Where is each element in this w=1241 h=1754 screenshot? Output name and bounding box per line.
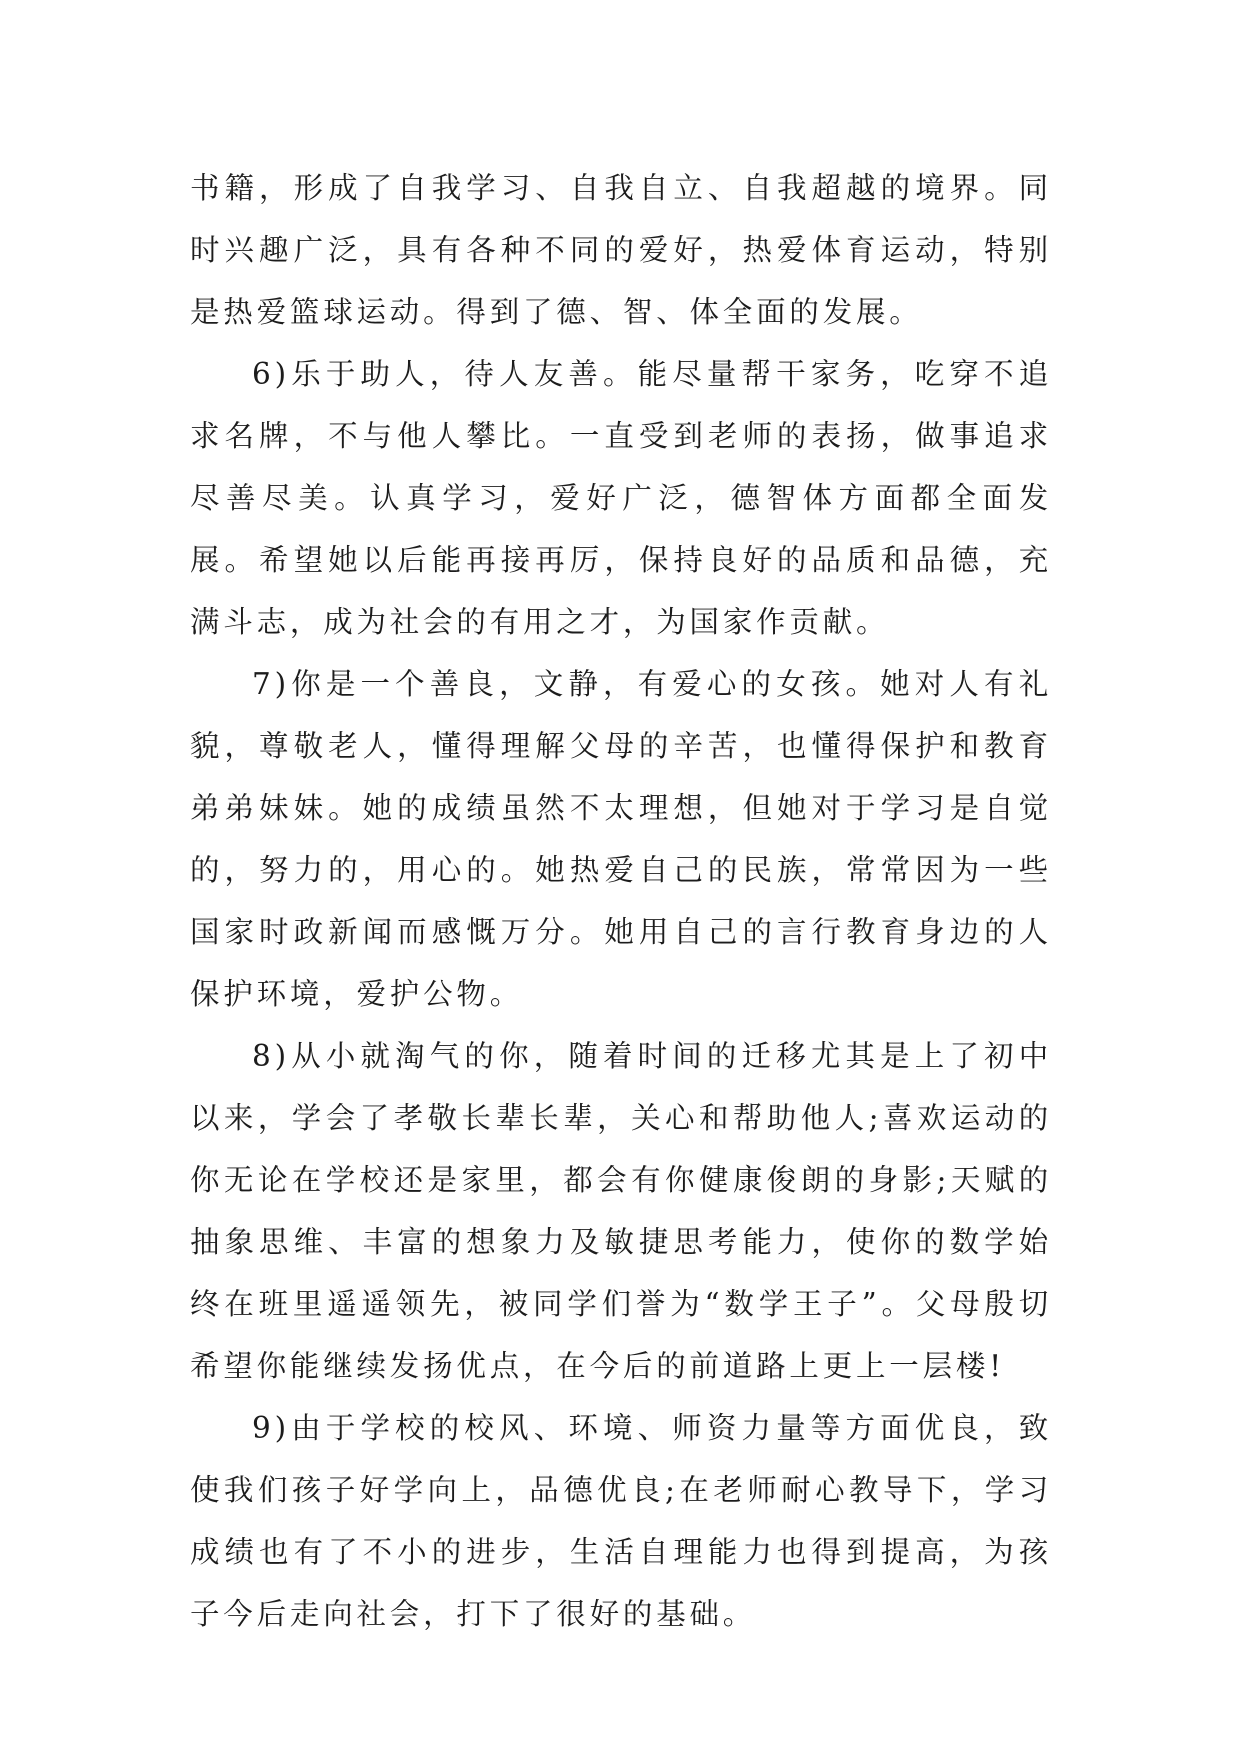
paragraph-item-8: 8)从小就淘气的你，随着时间的迁移尤其是上了初中以来，学会了孝敬长辈长辈，关心和帮助他人;喜欢运动的你无论在学校还是家里，都会有你健康俊朗的身影;天赋的抽象思维、丰富的想象力及敏捷思考能力，使你的数学始终在班里遥遥领先，被同学们誉为“数学王子”。父母殷切希望你能继续发扬优点，在今后的前道路上更上一层楼!	[190, 1039, 1052, 1383]
paragraph-continuation: 书籍，形成了自我学习、自我自立、自我超越的境界。同时兴趣广泛，具有各种不同的爱好，热爱体育运动，特别是热爱篮球运动。得到了德、智、体全面的发展。	[190, 171, 1052, 329]
document-body	[190, 157, 1052, 1645]
paragraph-item-7: 7)你是一个善良，文静，有爱心的女孩。她对人有礼貌，尊敬老人，懂得理解父母的辛苦，也懂得保护和教育弟弟妹妹。她的成绩虽然不太理想，但她对于学习是自觉的，努力的，用心的。她热爱自己的民族，常常因为一些国家时政新闻而感慨万分。她用自己的言行教育身边的人保护环境，爱护公物。	[190, 667, 1052, 1011]
paragraph-item-9: 9)由于学校的校风、环境、师资力量等方面优良，致使我们孩子好学向上，品德优良;在老师耐心教导下，学习成绩也有了不小的进步，生活自理能力也得到提高，为孩子今后走向社会，打下了很好的基础。	[190, 1411, 1052, 1631]
paragraph-item-6: 6)乐于助人，待人友善。能尽量帮干家务，吃穿不追求名牌，不与他人攀比。一直受到老师的表扬，做事追求尽善尽美。认真学习，爱好广泛，德智体方面都全面发展。希望她以后能再接再厉，保持良好的品质和品德，充满斗志，成为社会的有用之才，为国家作贡献。	[190, 357, 1052, 639]
